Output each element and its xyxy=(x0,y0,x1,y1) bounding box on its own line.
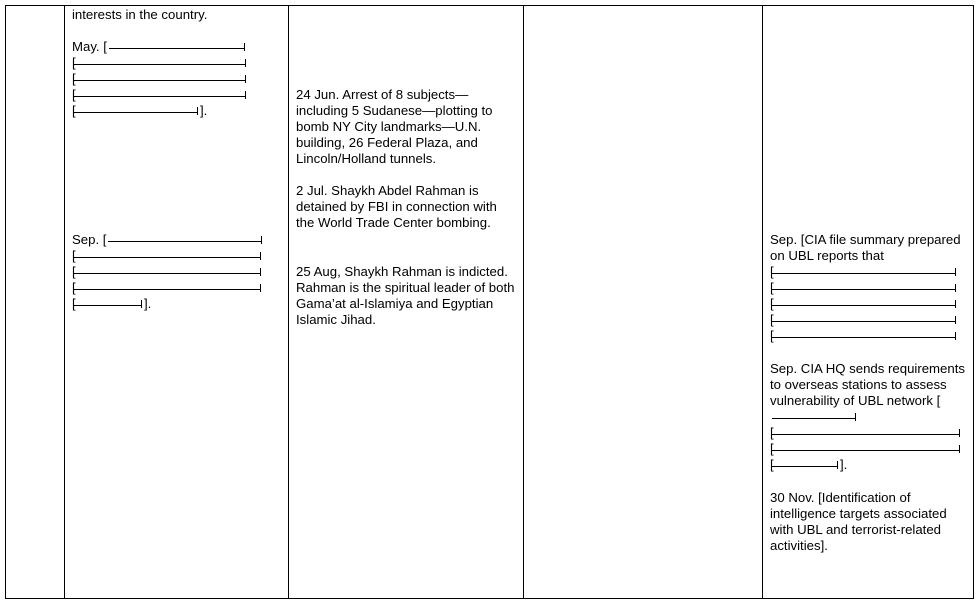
redaction-bar: [ xyxy=(770,280,958,296)
redacted-entry-may xyxy=(72,39,282,119)
redaction-bar xyxy=(770,409,858,425)
redaction-bar xyxy=(106,232,264,248)
column-empty xyxy=(523,6,762,598)
entry-25-aug: 25 Aug, Shaykh Rahman is indicted. Rahman is the spiritual leader of both Gama’at al-Islamiya and Egyptian Islamic Jihad. xyxy=(296,264,515,327)
redaction-end: ]. xyxy=(840,457,848,472)
redaction-bar: [ xyxy=(770,264,958,280)
redaction-bar: [ xyxy=(72,55,248,71)
redaction-bar: [ xyxy=(72,264,263,280)
redaction-bar: [ xyxy=(72,103,200,119)
entry-date-label: Sep. [ xyxy=(72,232,107,247)
redaction-bar: [ xyxy=(72,248,263,264)
redaction-bar: [ xyxy=(770,457,840,473)
chronology-table xyxy=(5,5,974,599)
redaction-bar: [ xyxy=(72,280,263,296)
column-events-left xyxy=(64,6,288,598)
redaction-bar: [ xyxy=(72,87,248,103)
column-margin xyxy=(6,6,64,598)
text-line: interests in the country. xyxy=(72,7,208,22)
redaction-end: ]. xyxy=(200,103,208,118)
column-events-world xyxy=(288,6,523,598)
entry-30-nov: 30 Nov. [Identification of intelligence targets associated with UBL and terrorist-related activities]. xyxy=(770,490,947,553)
redacted-entry-sep xyxy=(72,232,282,312)
column-cia-actions xyxy=(762,6,973,598)
redaction-bar: [ xyxy=(770,441,962,457)
entry-2-jul: 2 Jul. Shaykh Abdel Rahman is detained by FBI in connection with the World Trade Center bombing. xyxy=(296,183,497,230)
redaction-bar: [ xyxy=(72,296,144,312)
redaction-bar xyxy=(107,39,247,55)
redaction-bar: [ xyxy=(770,296,958,312)
entry-24-jun: 24 Jun. Arrest of 8 subjects—including 5 Sudanese—plotting to bomb NY City landmarks—U.N. building, 26 Federal Plaza, and Lincoln/Holland tunnels. xyxy=(296,87,493,166)
redaction-bar: [ xyxy=(770,425,962,441)
redaction-bar: [ xyxy=(72,71,248,87)
redaction-bar: [ xyxy=(770,312,958,328)
entry-sep-cia-summary: Sep. [CIA file summary prepared on UBL reports that [ [ [ [ [ xyxy=(770,232,961,343)
entry-date-label: May. [ xyxy=(72,39,107,54)
redaction-end: ]. xyxy=(144,296,152,311)
redaction-bar: [ xyxy=(770,328,958,344)
entry-sep-cia-hq: Sep. CIA HQ sends requirements to overseas stations to assess vulnerability of UBL network [ [ [ [ ]. xyxy=(770,361,965,472)
entry-top-fragment xyxy=(72,7,282,23)
